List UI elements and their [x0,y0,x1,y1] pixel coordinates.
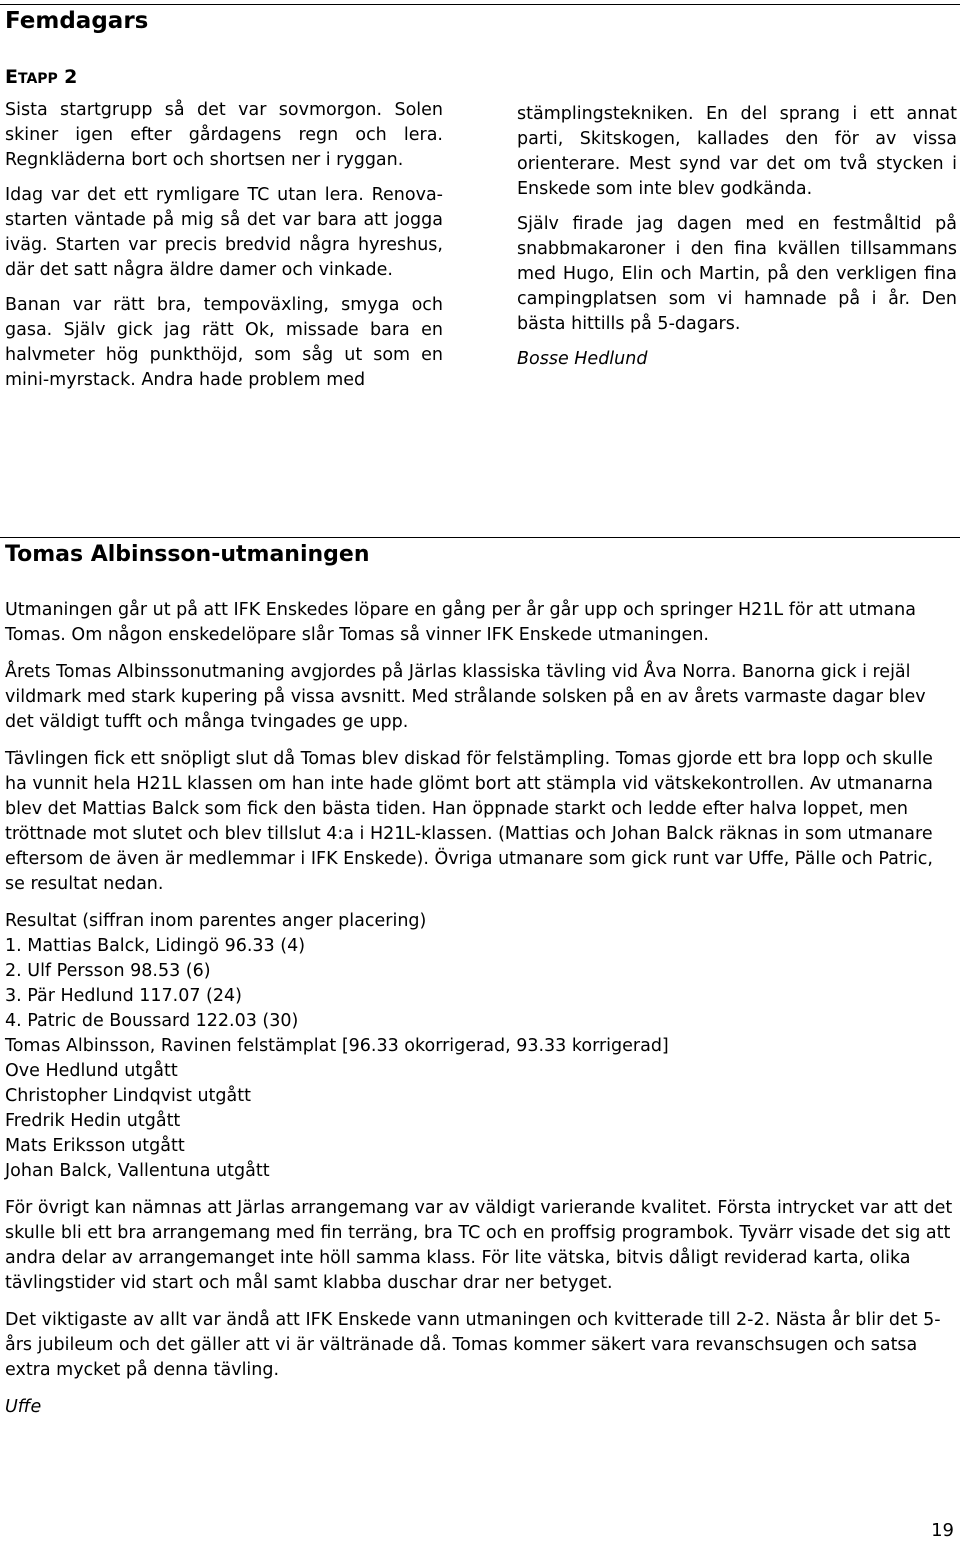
result-item: 1. Mattias Balck, Lidingö 96.33 (4) [5,936,306,956]
page-number: 19 [931,1520,954,1541]
section-divider [0,537,960,538]
article1-paragraph: Idag var det ett rymligare TC utan lera. Renova-starten väntade på mig så det var bara att jogga iväg. Starten var precis bredvid några hyreshus, där det satt några äldre damer och vinkade. [5,185,443,280]
article1-signature: Bosse Hedlund [517,349,648,369]
result-item: Johan Balck, Vallentuna utgått [5,1161,270,1181]
result-item: Mats Eriksson utgått [5,1136,185,1156]
result-item: Christopher Lindqvist utgått [5,1086,251,1106]
section-title: Femdagars [5,8,149,34]
result-item: 4. Patric de Boussard 122.03 (30) [5,1011,299,1031]
article2-paragraph: Tävlingen fick ett snöpligt slut då Tomas blev diskad för felstämpling. Tomas gjorde ett bra lopp och skulle ha vunnit hela H21L klassen om han inte hade glömt bort att stämpla vid vätskekontrollen. Av utmanarna blev det Mattias Balck som fick den bästa tiden. Han öppnade starkt och ledde efter halva loppet, men tröttnade mot slutet och blev tillslut 4:a i H21L-klassen. (Mattias och Johan Balck räknas in som utmanare eftersom de även är medlemmar i IFK Enskede). Övriga utmanare som gick runt var Uffe, Pälle och Patric, se resultat nedan. [5,749,933,894]
article2-body [5,598,955,1432]
article2-paragraph: Det viktigaste av allt var ändå att IFK Enskede vann utmaningen och kvitterade till 2-2. Nästa år blir det 5-års jubileum och det gäller att vi är vältränade då. Tomas kommer säkert vara revanschsugen och satsa extra mycket på denna tävling. [5,1310,941,1380]
article2-paragraph: För övrigt kan nämnas att Järlas arrangemang var av väldigt varierande kvalitet. Första intrycket var att det skulle bli ett bra arrangemang med fin terräng, bra TC och en proffsig programbok. Tyvärr visade det sig att andra delar av arrangemanget inte höll samma klass. För lite vätska, bitvis dåligt reviderad karta, olika tävlingstider vid start och mål samt klabba duschar drar ner betyget. [5,1198,953,1293]
etapp-number: 2 [64,66,78,88]
article1-right-column [517,102,957,382]
article1-paragraph: stämplingstekniken. En del sprang i ett annat parti, Skitskogen, kallades den för av vissa orienterare. Mest synd var det om två stycken i Enskede som inte blev godkända. [517,104,957,199]
article1-left-column [5,98,443,403]
result-item: Fredrik Hedin utgått [5,1111,181,1131]
article2-paragraph: Utmaningen går ut på att IFK Enskedes löpare en gång per år går upp och springer H21L för att utmana Tomas. Om någon enskedelöpare slår Tomas så vinner IFK Enskede utmaningen. [5,600,916,645]
article1-paragraph: Själv firade jag dagen med en festmåltid på snabbmakaroner i den fina kvällen tillsammans med Hugo, Elin och Martin, på den verkligen fina campingplatsen som vi hamnade på i år. Den bästa hittills på 5-dagars. [517,214,957,334]
article2-signature: Uffe [5,1397,42,1417]
result-item: Ove Hedlund utgått [5,1061,178,1081]
result-item: 3. Pär Hedlund 117.07 (24) [5,986,242,1006]
article2-title: Tomas Albinsson-utmaningen [5,542,370,567]
article1-paragraph: Sista startgrupp så det var sovmorgon. Solen skiner igen efter gårdagens regn och lera. Regnkläderna bort och shortsen ner i ryggan. [5,100,443,170]
etapp-heading [5,66,77,88]
result-item: 2. Ulf Persson 98.53 (6) [5,961,211,981]
article1-paragraph: Banan var rätt bra, tempoväxling, smyga och gasa. Själv gick jag rätt Ok, missade bara en halvmeter hög punkthöjd, som såg ut som en mini-myrstack. Andra hade problem med [5,295,443,390]
etapp-first-letter: E [5,66,18,88]
top-rule [0,4,960,5]
result-item: Tomas Albinsson, Ravinen felstämplat [96.33 okorrigerad, 93.33 korrigerad] [5,1036,669,1056]
etapp-rest: TAPP [17,71,58,87]
results-list [5,909,955,1184]
article2-paragraph: Årets Tomas Albinssonutmaning avgjordes på Järlas klassiska tävling vid Åva Norra. Banorna gick i rejäl vildmark med stark kupering på vissa avsnitt. Med strålande solsken på en av årets varmaste dagar blev det väldigt tufft och många tvingades ge upp. [5,662,926,732]
results-heading: Resultat (siffran inom parentes anger placering) [5,911,427,931]
